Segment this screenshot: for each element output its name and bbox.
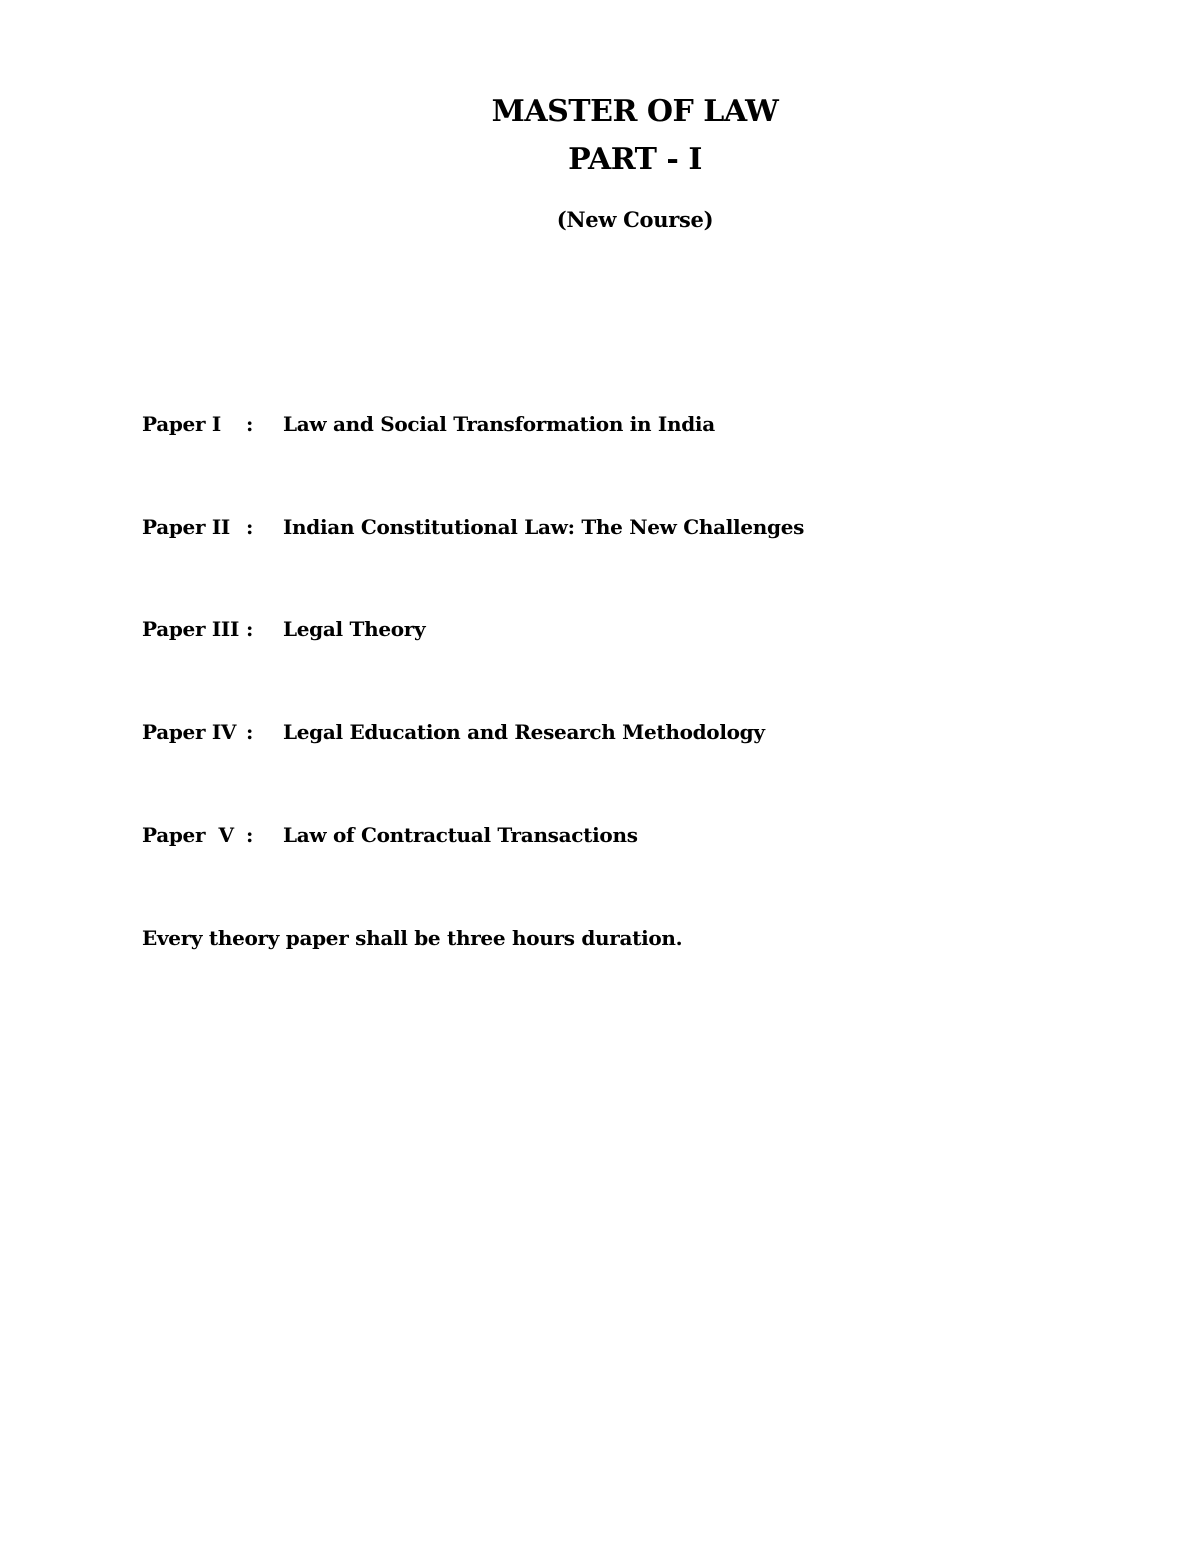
paper-title: Law of Contractual Transactions <box>283 823 638 847</box>
paper-separator: : <box>246 720 254 744</box>
paper-title: Indian Constitutional Law: The New Challenges <box>283 515 805 539</box>
paper-separator: : <box>246 823 254 847</box>
document-part-heading: PART - I <box>568 142 702 177</box>
document-title: MASTER OF LAW <box>491 94 779 129</box>
paper-label: Paper III <box>142 617 240 641</box>
paper-label: Paper II <box>142 515 230 539</box>
paper-label: Paper IV <box>142 720 237 744</box>
paper-separator: : <box>246 412 254 436</box>
document-subtitle: (New Course) <box>556 207 714 232</box>
paper-separator: : <box>246 515 254 539</box>
duration-note: Every theory paper shall be three hours duration. <box>142 926 683 950</box>
paper-title: Law and Social Transformation in India <box>283 412 715 436</box>
paper-separator: : <box>246 617 254 641</box>
paper-label: Paper I <box>142 412 221 436</box>
paper-label: Paper V <box>142 823 234 847</box>
paper-title: Legal Theory <box>283 617 426 641</box>
paper-title: Legal Education and Research Methodology <box>283 720 765 744</box>
